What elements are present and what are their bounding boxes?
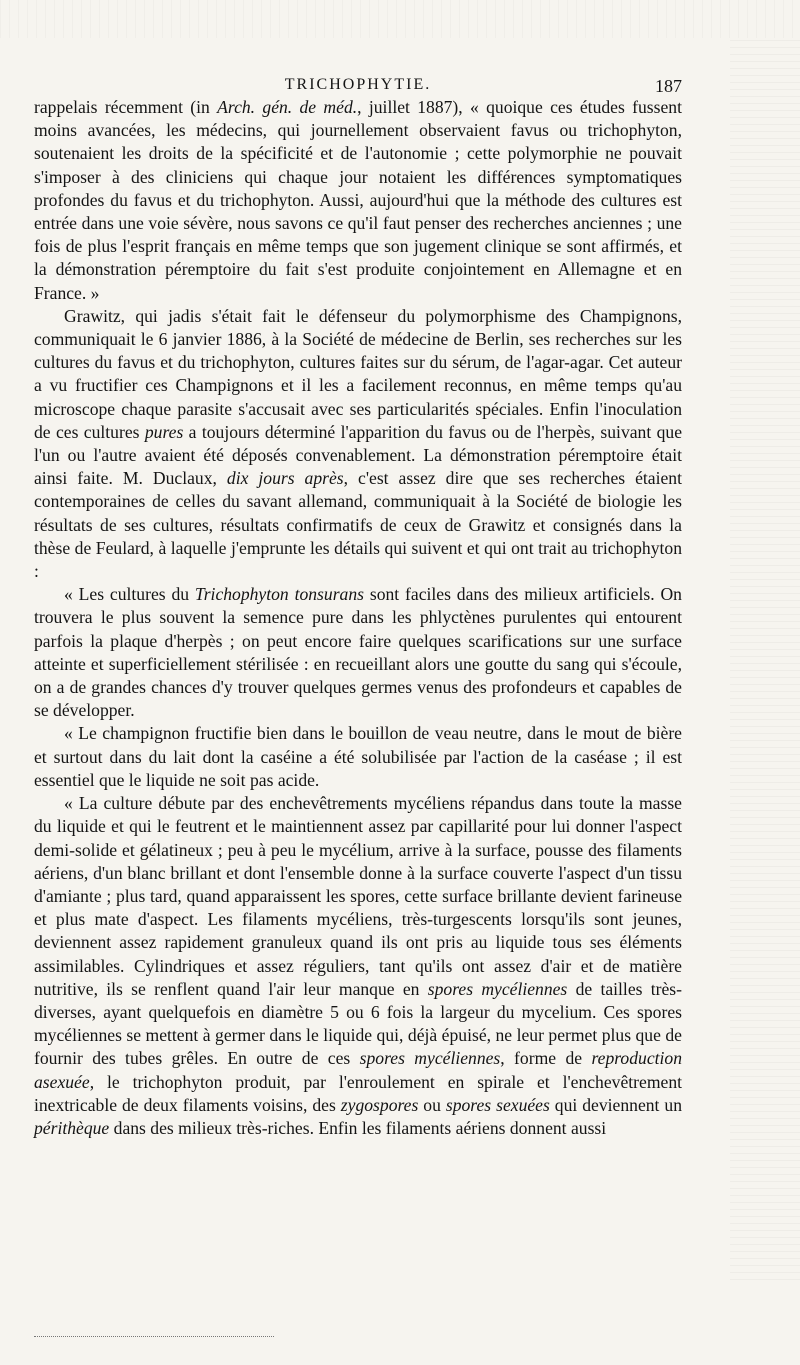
italic-text: spores mycéliennes bbox=[359, 1048, 501, 1069]
text-run: « Les cultures du bbox=[64, 584, 195, 605]
italic-text: spores mycéliennes bbox=[427, 978, 568, 999]
text-run: rappelais récemment (in bbox=[34, 97, 218, 117]
text-run: , le trichophyton produit, par l'enroulement en spirale et l'enchevêtrement inextricable de deux filaments voisins, des bbox=[34, 1071, 682, 1115]
italic-text: spores sexuées bbox=[445, 1094, 550, 1115]
text-run: ou bbox=[418, 1094, 446, 1115]
paragraph bbox=[34, 583, 682, 722]
text-run: dans des milieux très-riches. Enfin les filaments aériens donnent aussi bbox=[109, 1117, 607, 1138]
italic-text: reproduction asexuée bbox=[34, 1048, 683, 1092]
text-run: de tailles très-diverses, ayant quelquefois en diamètre 5 ou 6 fois la largeur du mycelium. Ces spores mycéliennes se mettent à germer dans le liquide qui, déjà épuisé, ne leur permet plus que de fournir des tubes grêles. En outre de ces bbox=[34, 978, 683, 1069]
body-text bbox=[34, 96, 682, 1140]
text-run: , c'est assez dire que ses recherches étaient contemporaines de celles du savant allemand, communiquait à la Société de biologie les résultats de ses cultures, résultats confirmatifs de ceux de Grawitz et consignés dans la thèse de Feulard, à laquelle j'emprunte les détails qui suivent et qui ont trait au trichophyton : bbox=[34, 468, 682, 582]
text-run: qui deviennent un bbox=[549, 1094, 682, 1115]
italic-text: Trichophyton tonsurans bbox=[194, 584, 364, 605]
page-number: 187 bbox=[655, 76, 682, 96]
text-run: a toujours déterminé l'apparition du favus ou de l'herpès, suivant que l'un ou l'autre avaient été déposés convenablement. La démonstration péremptoire était ainsi faite. M. Duclaux, bbox=[34, 421, 682, 489]
italic-text: pures bbox=[144, 421, 184, 442]
italic-text: Arch. gén. de méd. bbox=[217, 97, 358, 117]
running-title: TRICHOPHYTIE. bbox=[284, 76, 432, 93]
italic-text: dix jours après bbox=[226, 468, 344, 489]
italic-text: périthèque bbox=[34, 1117, 110, 1138]
text-run: Grawitz, qui jadis s'était fait le défenseur du polymorphisme des Champignons, communiquait le 6 janvier 1886, à la Société de médecine de Berlin, ses recherches sur les cultures du favus et du trichophyton, cultures faites sur du sérum, de l'agar-agar. Cet auteur a vu fructifier ces Champignons et il les a facilement reconnus, en même temps qu'au microscope chaque parasite s'accusait avec ses particularités spéciales. Enfin l'inoculation de ces cultures bbox=[34, 305, 682, 442]
text-run: , juillet 1887), « quoique ces études fussent moins avancées, les médecins, qui journellement observaient favus ou trichophyton, soutenaient les droits de la spécificité et de l'autonomie ; cette polymorphie ne pouvait s'imposer à des cliniciens qui chaque jour notaient les différences symptomatiques profondes du favus et du trichophyton. Aussi, aujourd'hui que la méthode des cultures est entrée dans une voie sévère, nous savons ce qu'il faut penser des recherches anciennes ; une fois de plus l'esprit français en même temps que son jugement clinique se sont affirmés, et la démonstration péremptoire du fait s'est produite conjointement en Allemagne et en France. » bbox=[34, 97, 682, 303]
italic-text: zygospores bbox=[340, 1094, 419, 1115]
text-run: « La culture débute par des enchevêtrements mycéliens répandus dans toute la masse du liquide et qui le feutrent et le maintiennent assez par capillarité pour lui donner l'aspect demi-solide et gélatineux ; peu à peu le mycélium, arrive à la surface, pousse des filaments aériens, d'un blanc brillant et dont l'ensemble donne à la surface couverte l'aspect d'un tissu d'amiante ; plus tard, quand apparaissent les spores, cette surface brillante devient farineuse et plus mate d'aspect. Les filaments mycéliens, très-turgescents lorsqu'ils sont jeunes, deviennent assez rapidement granuleux quand ils ont pris au liquide tous ses éléments assimilables. Cylindriques et assez réguliers, tant qu'ils ont assez d'air et de matière nutritive, ils se renflent quand l'air leur manque en bbox=[34, 793, 682, 999]
paragraph bbox=[34, 722, 682, 792]
scan-edge-bleedthrough bbox=[730, 40, 800, 1280]
paragraph bbox=[34, 792, 682, 1140]
text-run: sont faciles dans des milieux artificiels. On trouvera le plus souvent la semence pure dans les phlyctènes purulentes qui entourent parfois la plaque d'herpès ; on peut encore faire quelques scarifications sur une surface atteinte et superficiellement stérilisée : en recueillant alors une goutte du sang qui s'écoule, on a de grandes chances d'y trouver quelques germes venus des profondeurs et capables de se développer. bbox=[34, 584, 682, 721]
text-run: « Le champignon fructifie bien dans le bouillon de veau neutre, dans le mout de bière et surtout dans du lait dont la caséine a été solubilisée par l'action de la caséase ; il est essentiel que le liquide ne soit pas acide. bbox=[34, 723, 682, 790]
text-run: , forme de bbox=[500, 1048, 592, 1069]
paragraph bbox=[34, 305, 682, 583]
footer-dotted-rule bbox=[34, 1336, 274, 1337]
scan-edge-top bbox=[0, 0, 800, 38]
paragraph bbox=[34, 96, 682, 305]
